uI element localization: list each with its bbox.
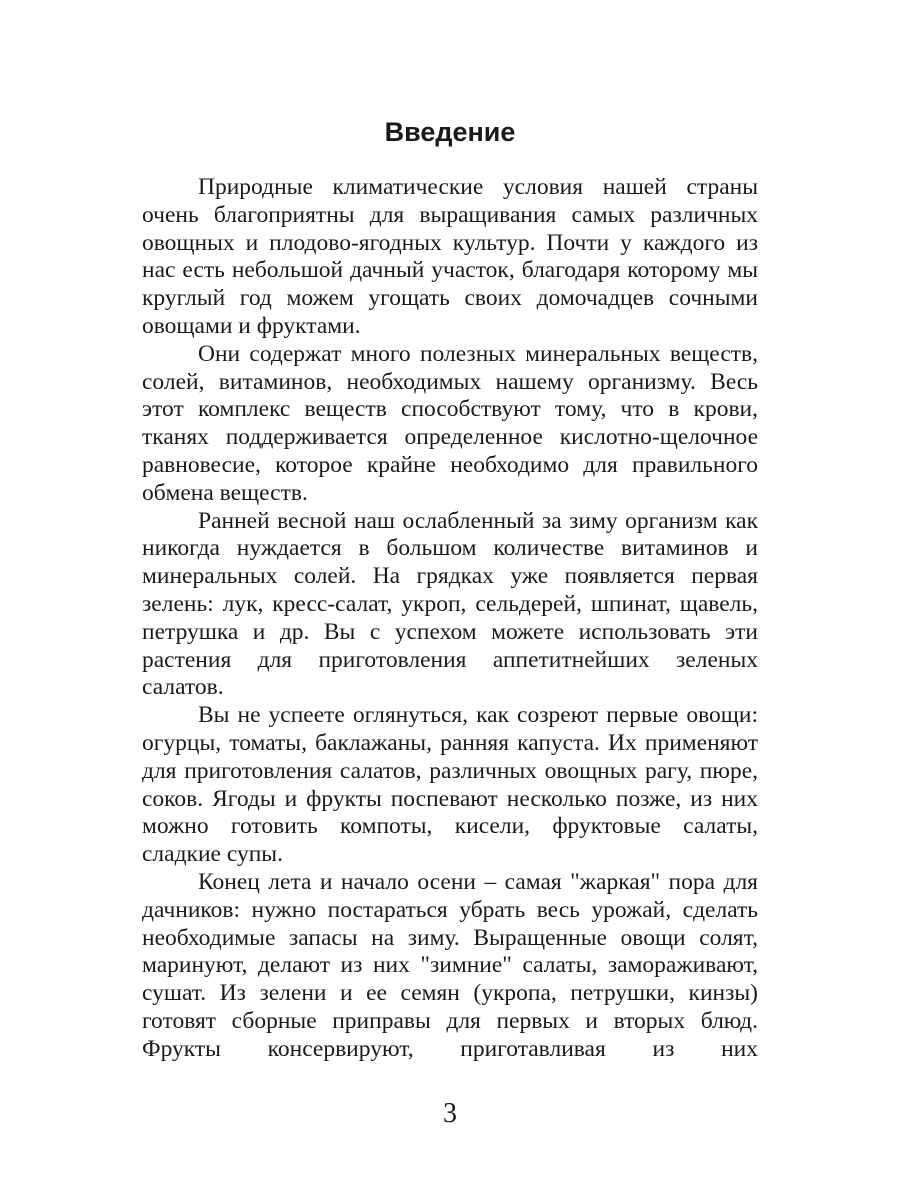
chapter-title: Введение	[384, 117, 516, 147]
body-text	[142, 174, 758, 1064]
page-number: 3	[443, 1098, 457, 1129]
paragraph-4: Вы не успеете оглянуться, как созреют первые овощи: огурцы, томаты, баклажаны, ранняя капуста. Их применяют для приготовления салатов, различных овощных рагу, пюре, соков. Ягоды и фрукты поспевают несколько позже, из них можно готовить компоты, кисели, фруктовые салаты, сладкие супы.	[142, 702, 758, 868]
paragraph-5: Конец лета и начало осени – самая "жаркая" пора для дачников: нужно постараться убрать весь урожай, сделать необходимые запасы на зиму. Выращенные овощи солят, маринуют, делают из них "зимние" салаты, замораживают, сушат. Из зелени и ее семян (укропа, петрушки, кинзы) готовят сборные приправы для первых и вторых блюд. Фрукты консервируют, приготавливая из них	[142, 868, 758, 1062]
paragraph-1: Природные климатические условия нашей страны очень благоприятны для выращивания самых различных овощных и плодово-ягодных культур. Почти у каждого из нас есть небольшой дачный участок, благодаря которому мы круглый год можем угощать своих домочадцев сочными овощами и фруктами.	[142, 174, 758, 339]
paragraph-2: Они содержат много полезных минеральных веществ, солей, витаминов, необходимых нашему организму. Весь этот комплекс веществ способствуют тому, что в крови, тканях поддерживается определенное кислотно-щелочное равновесие, которое крайне необходимо для правильного обмена веществ.	[142, 340, 758, 506]
paragraph-3: Ранней весной наш ослабленный за зиму организм как никогда нуждается в большом количестве витаминов и минеральных солей. На грядках уже появляется первая зелень: лук, кресс-салат, укроп, сельдерей, шпинат, щавель, петрушка и др. Вы с успехом можете использовать эти растения для приготовления аппетитнейших зеленых салатов.	[142, 507, 758, 701]
